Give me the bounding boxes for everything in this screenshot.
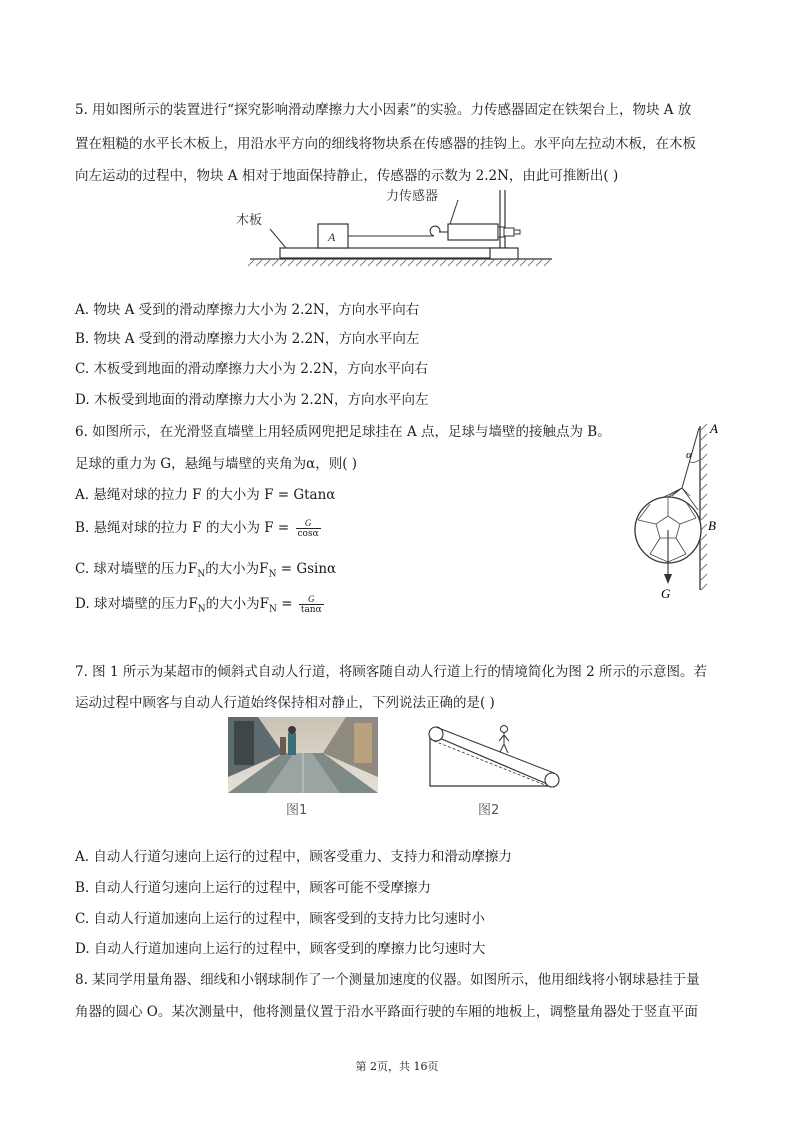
q7-stem-line1: 7. 图 1 所示为某超市的倾斜式自动人行道，将顾客随自动人行道上行的情境简化为图 2 所示的示意图。若	[75, 664, 708, 680]
q7-option-d: D. 自动人行道加速向上运行的过程中，顾客受到的摩擦力比匀速时大	[75, 941, 486, 957]
q6-option-d-sub2: N	[269, 604, 277, 615]
q6-option-b-text: B. 悬绳对球的拉力 F 的大小为 F =	[75, 520, 290, 536]
q6-option-c-end: = Gsinα	[276, 561, 337, 577]
q6-option-d-numerator: G	[299, 594, 324, 605]
q7-option-b: B. 自动人行道匀速向上运行的过程中，顾客可能不受摩擦力	[75, 880, 432, 896]
q6-option-c-sub: N	[197, 569, 206, 580]
q5-sensor-label: 力传感器	[386, 189, 439, 204]
q5-stem-line1: 5. 用如图所示的装置进行“探究影响滑动摩擦力大小因素”的实验。力传感器固定在铁架台上，物块 A 放	[75, 102, 692, 118]
q6-option-c-text: C. 球对墙壁的压力F	[75, 561, 198, 577]
q5-option-c: C. 木板受到地面的滑动摩擦力大小为 2.2N，方向水平向右	[75, 361, 429, 377]
q6-option-b-numerator: G	[296, 518, 321, 529]
q5-stem-line2: 置在粗糙的水平长木板上，用沿水平方向的细线将物块系在传感器的挂钩上。水平向左拉动木板，在木板	[75, 136, 696, 152]
q8-stem-line2: 角器的圆心 O。某次测量中，他将测量仪置于沿水平路面行驶的车厢的地板上，调整量角器处于竖直平面	[75, 1004, 698, 1020]
page-footer: 第 2页，共 16页	[355, 1060, 439, 1073]
q5-figure	[236, 186, 554, 270]
q5-option-a: A. 物块 A 受到的滑动摩擦力大小为 2.2N，方向水平向右	[75, 302, 420, 318]
q6-option-d-denominator: tanα	[300, 605, 322, 615]
q7-option-a: A. 自动人行道匀速向上运行的过程中，顾客受重力、支持力和滑动摩擦力	[75, 849, 512, 865]
q6-stem-line1: 6. 如图所示，在光滑竖直墙壁上用轻质网兜把足球挂在 A 点，足球与墙壁的接触点为 B。	[75, 424, 611, 440]
q6-option-c	[75, 560, 336, 584]
q8-stem-line1: 8. 某同学用量角器、细线和小钢球制作了一个测量加速度的仪器。如图所示，他用细线将小钢球悬挂于量	[75, 972, 700, 988]
q6-option-d-fraction	[299, 594, 324, 615]
q5-stem-line3: 向左运动的过程中，物块 A 相对于地面保持静止，传感器的示数为 2.2N，由此可推断出( )	[75, 168, 619, 184]
q6-option-d-mid: 的大小为F	[205, 596, 270, 612]
q6-option-c-sub2: N	[268, 569, 277, 580]
q5-board	[280, 248, 508, 258]
q6-option-a: A. 悬绳对球的拉力 F 的大小为 F = Gtanα	[75, 487, 336, 503]
q6-alpha-label: α	[686, 449, 692, 461]
q5-option-d: D. 木板受到地面的滑动摩擦力大小为 2.2N，方向水平向左	[75, 392, 429, 408]
q6-g-label: G	[661, 586, 671, 601]
q6-option-d	[75, 594, 324, 619]
q7-caption-2: 图2	[478, 803, 500, 818]
q7-diagram	[424, 720, 564, 792]
q5-block-label: A	[328, 230, 336, 244]
q6-option-c-mid: 的大小为F	[205, 561, 269, 577]
q6-option-d-text: D. 球对墙壁的压力F	[75, 596, 198, 612]
q6-option-d-sub: N	[197, 604, 206, 615]
q6-option-d-eq: =	[276, 596, 293, 612]
q6-figure	[628, 418, 740, 604]
q7-caption-1: 图1	[286, 803, 308, 818]
q6-option-b	[75, 518, 321, 539]
q6-option-b-denominator: cosα	[297, 529, 319, 539]
q6-b-label: B	[708, 518, 716, 533]
q7-photo	[228, 717, 378, 793]
q6-stem-line2: 足球的重力为 G，悬绳与墙壁的夹角为α，则( )	[75, 456, 358, 472]
q5-option-b: B. 物块 A 受到的滑动摩擦力大小为 2.2N，方向水平向左	[75, 331, 420, 347]
q7-option-c: C. 自动人行道加速向上运行的过程中，顾客受到的支持力比匀速时小	[75, 911, 485, 927]
q6-a-label: A	[710, 421, 718, 436]
q5-board-label: 木板	[236, 213, 263, 228]
q5-force-sensor	[448, 224, 498, 240]
q7-stem-line2: 运动过程中顾客与自动人行道始终保持相对静止，下列说法正确的是( )	[75, 695, 495, 711]
q6-option-b-fraction	[296, 518, 321, 539]
